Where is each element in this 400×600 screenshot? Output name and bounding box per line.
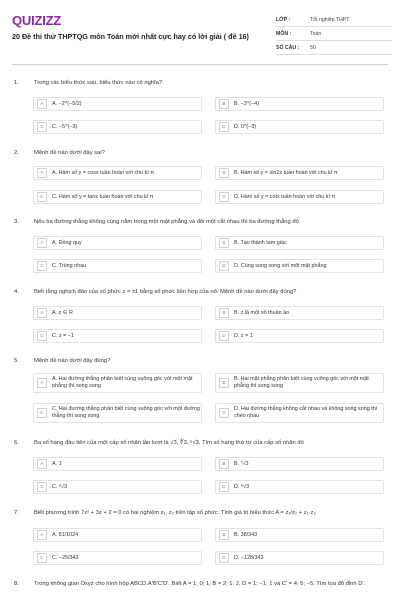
option-a[interactable]	[33, 457, 202, 471]
option-letter: C	[37, 192, 47, 202]
meta-row-class	[276, 13, 392, 27]
option-text: D. ⁹√3	[234, 483, 250, 490]
question-number: 7.	[14, 510, 19, 516]
option-letter: C	[37, 261, 47, 271]
option-text: B. ⁷√3	[234, 460, 249, 467]
option-letter: D	[219, 553, 229, 563]
option-letter: D	[219, 261, 229, 271]
option-text: A. −2^(−5/2)	[52, 100, 82, 107]
option-letter: B	[219, 378, 229, 388]
option-text: C. Trùng nhau	[52, 262, 87, 269]
option-letter: B	[219, 459, 229, 469]
option-b[interactable]	[215, 306, 384, 320]
question-text: Biết phương trình 7z² + 3z + 2 = 0 có hai nghiệm z₁, z₂ trên tập số phức. Tính giá trị biểu thức A = z₁/z₂ + z₁·z₂	[34, 510, 316, 516]
option-letter: A	[37, 238, 47, 248]
question-text: Trong các biểu thức sau, biểu thức nào có nghĩa?	[34, 80, 163, 86]
option-text: B. Tạo thành tam giác	[234, 239, 287, 246]
question-number: 3.	[14, 219, 19, 225]
option-letter: A	[37, 378, 47, 388]
option-text: B. z là một số thuần ảo	[234, 309, 290, 316]
option-letter: D	[219, 122, 229, 132]
quizizz-logo[interactable]: QUIZIZZ	[12, 13, 62, 28]
question-text: Nếu ba đường thẳng không cùng nằm trong một mặt phẳng và đôi một cắt nhau thì ba đường thẳng đó	[34, 219, 299, 225]
option-letter: C	[37, 482, 47, 492]
question-number: 4.	[14, 289, 19, 295]
meta-label: MÔN :	[276, 30, 292, 37]
option-letter: C	[37, 553, 47, 563]
option-a[interactable]	[33, 236, 202, 250]
option-text: C. −25/343	[52, 554, 79, 561]
option-c[interactable]	[33, 190, 202, 204]
question-text: Mệnh đề nào dưới đây đúng?	[34, 358, 111, 364]
option-a[interactable]	[33, 97, 202, 111]
option-text: D. Hai đường thẳng không cắt nhau và không song song thì chéo nhau	[234, 406, 378, 419]
option-text: A. 81/1024	[52, 531, 79, 538]
worksheet-meta	[276, 13, 392, 55]
option-a[interactable]	[33, 306, 202, 320]
option-text: B. Hàm số y = sin2x tuần hoàn với chu kì π	[234, 169, 338, 176]
option-letter: C	[37, 331, 47, 341]
option-text: B. 38/343	[234, 531, 258, 538]
header-divider	[12, 64, 388, 65]
option-letter: A	[37, 99, 47, 109]
option-letter: D	[219, 482, 229, 492]
option-text: C. ⁸√3	[52, 483, 68, 490]
option-letter: B	[219, 308, 229, 318]
option-c[interactable]	[33, 551, 202, 565]
option-text: D. z = 1	[234, 332, 253, 339]
question-text: Ba số hạng đầu tiên của một cấp số nhân lần lượt là √3, ∜3, ⁶√3. Tìm số hạng thứ tư của cấp số nhân đó	[34, 440, 304, 446]
option-b[interactable]	[215, 528, 384, 542]
option-text: C. z = −1	[52, 332, 74, 339]
question-text: Trong không gian Oxyz cho hình hộp ABCD.A'B'C'D'. Biết A = 1; 0; 1, B = 2; 1; 2, D = 1; −1; 1 và C' = 4; 5; −5. Tìm tọa độ đỉnh D'.	[34, 581, 366, 587]
question-text: Biết rằng nghịch đảo của số phức z = ±1 bằng số phức liên hợp của nó. Mệnh đề nào dưới đây đúng?	[34, 289, 297, 295]
option-c[interactable]	[33, 480, 202, 494]
question-number: 8.	[14, 581, 19, 587]
option-letter: A	[37, 168, 47, 178]
option-text: D. 0^(−3)	[234, 123, 257, 130]
meta-label: SỐ CÂU :	[276, 44, 300, 51]
option-text: A. Hàm số y = cosx tuần hoàn với chu kì π	[52, 169, 155, 176]
option-text: B. Hai mặt phẳng phân biệt cùng vuông góc với một mặt phẳng thì song song	[234, 376, 369, 389]
option-text: D. Cùng song song với một mặt phẳng	[234, 262, 327, 269]
worksheet-title: 20 Đề thi thử THPTQG môn Toán mới nhất cực hay có lời giải ( đề 16)	[12, 32, 249, 41]
option-text: C. Hai đường thẳng phân biệt cùng vuông góc với một đường thẳng thì song song	[52, 406, 200, 419]
meta-value: 50	[310, 44, 316, 51]
option-letter: D	[219, 331, 229, 341]
option-letter: A	[37, 530, 47, 540]
question-number: 1.	[14, 80, 19, 86]
option-b[interactable]	[215, 373, 384, 393]
option-text: A. z ∈ R	[52, 309, 73, 316]
option-text: D. −128/343	[234, 554, 264, 561]
option-d[interactable]	[215, 190, 384, 204]
option-text: C. −5^(−3)	[52, 123, 78, 130]
option-d[interactable]	[215, 480, 384, 494]
option-letter: B	[219, 238, 229, 248]
meta-row-subject	[276, 27, 392, 41]
option-a[interactable]	[33, 166, 202, 180]
question-text: Mệnh đề nào dưới đây sai?	[34, 150, 105, 156]
option-letter: B	[219, 99, 229, 109]
option-d[interactable]	[215, 551, 384, 565]
option-letter: C	[37, 408, 47, 418]
option-d[interactable]	[215, 329, 384, 343]
option-letter: B	[219, 530, 229, 540]
option-a[interactable]	[33, 528, 202, 542]
option-b[interactable]	[215, 236, 384, 250]
option-letter: C	[37, 122, 47, 132]
question-number: 5.	[14, 358, 19, 364]
option-d[interactable]	[215, 120, 384, 134]
meta-value: Tốt nghiệp THPT	[310, 16, 350, 23]
option-d[interactable]	[215, 403, 384, 423]
option-letter: D	[219, 192, 229, 202]
worksheet-header	[0, 0, 400, 65]
option-letter: B	[219, 168, 229, 178]
option-text: A. Hai đường thẳng phân biệt cùng vuông góc với một mặt phẳng thì song song	[52, 376, 193, 389]
option-text: A. Đồng quy	[52, 239, 82, 246]
question-number: 2.	[14, 150, 19, 156]
question-number: 6.	[14, 440, 19, 446]
meta-value: Toán	[310, 30, 322, 37]
option-d[interactable]	[215, 259, 384, 273]
option-b[interactable]	[215, 166, 384, 180]
option-b[interactable]	[215, 457, 384, 471]
option-text: B. −3^(−4)	[234, 100, 260, 107]
option-b[interactable]	[215, 97, 384, 111]
option-a[interactable]	[33, 373, 202, 393]
option-letter: A	[37, 308, 47, 318]
option-c[interactable]	[33, 329, 202, 343]
option-letter: A	[37, 459, 47, 469]
option-text: A. 1	[52, 460, 62, 467]
option-c[interactable]	[33, 259, 202, 273]
option-text: D. Hàm số y = cotx tuần hoàn với chu kì π	[234, 193, 336, 200]
meta-row-count	[276, 41, 392, 55]
meta-label: LỚP :	[276, 16, 291, 23]
option-text: C. Hàm số y = tanx tuần hoàn với chu kì π	[52, 193, 154, 200]
option-c[interactable]	[33, 403, 202, 423]
option-c[interactable]	[33, 120, 202, 134]
option-letter: D	[219, 408, 229, 418]
